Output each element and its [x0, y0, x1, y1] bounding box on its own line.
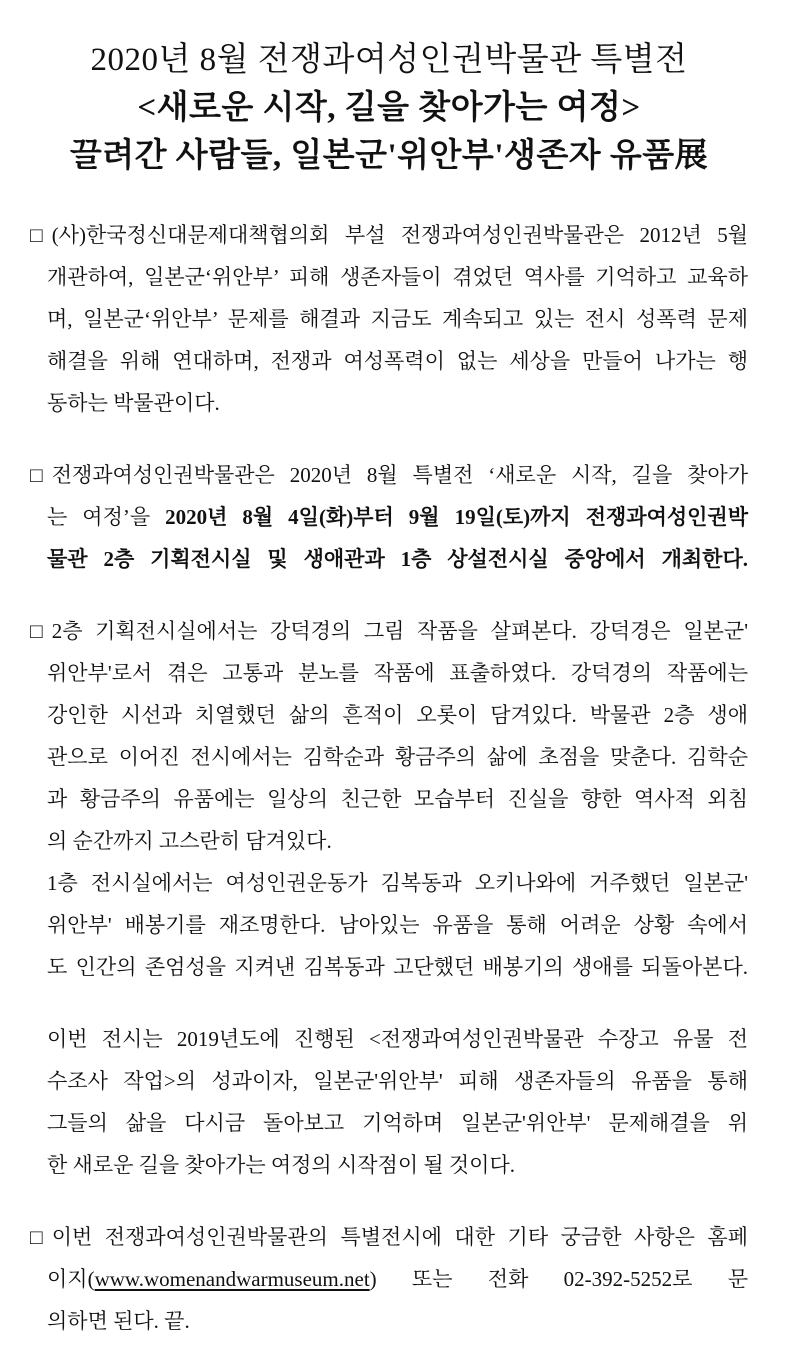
text-segment: 관으로 이어진 전시에서는 김학순과 황금주의 삶에 초점을 맞춘다. 김학순: [47, 745, 748, 769]
document-body: [30, 214, 748, 1342]
text-line: [30, 340, 748, 382]
bullet-square-icon: □: [30, 619, 43, 643]
title-line-1: 2020년 8월 전쟁과여성인권박물관 특별전: [90, 42, 688, 78]
text-line: [30, 1216, 748, 1258]
text-line: [30, 820, 748, 862]
text-segment: 위안부'로서 겪은 고통과 분노를 작품에 표출하였다. 강덕경의 작품에는: [47, 661, 748, 685]
text-segment: 며, 일본군‘위안부’ 문제를 해결과 지금도 계속되고 있는 전시 성폭력 문제: [47, 307, 748, 331]
text-segment: 해결을 위해 연대하며, 전쟁과 여성폭력이 없는 세상을 만들어 나가는 행: [47, 349, 748, 373]
text-line: [30, 1144, 748, 1186]
text-segment: 2020년 8월 4일(화)부터 9월 19일(토)까지 전쟁과여성인권박: [165, 505, 748, 529]
text-segment: 이번 전쟁과여성인권박물관의 특별전시에 대한 기타 궁금한 사항은 홈페: [51, 1225, 748, 1249]
text-line: [30, 298, 748, 340]
text-line: [30, 946, 748, 988]
text-segment: 이번 전시는 2019년도에 진행된 <전쟁과여성인권박물관 수장고 유물 전: [47, 1027, 748, 1051]
paragraph-5: [30, 1216, 748, 1342]
text-line: [30, 454, 748, 496]
text-line: [30, 256, 748, 298]
text-segment: 전쟁과여성인권박물관은 2020년 8월 특별전 ‘새로운 시작, 길을 찾아가: [51, 463, 748, 487]
text-segment: 도 인간의 존엄성을 지켜낸 김복동과 고단했던 배봉기의 생애를 되돌아본다.: [47, 955, 748, 979]
text-line: [30, 736, 748, 778]
text-segment: 그들의 삶을 다시금 돌아보고 기억하며 일본군'위안부' 문제해결을 위: [47, 1111, 748, 1135]
text-segment: 1층 전시실에서는 여성인권운동가 김복동과 오키나와에 거주했던 일본군': [47, 871, 748, 895]
text-segment: 2층 기획전시실에서는 강덕경의 그림 작품을 살펴본다. 강덕경은 일본군': [51, 619, 748, 643]
text-line: [30, 904, 748, 946]
text-line: [30, 214, 748, 256]
paragraph-1: [30, 214, 748, 424]
document-title: [30, 36, 748, 180]
text-line: [30, 778, 748, 820]
text-segment: 한 새로운 길을 찾아가는 여정의 시작점이 될 것이다.: [47, 1153, 516, 1177]
text-line: [30, 610, 748, 652]
paragraph-3: [30, 610, 748, 988]
bullet-square-icon: □: [30, 463, 43, 487]
bullet-square-icon: □: [30, 1225, 43, 1249]
text-line: [30, 1060, 748, 1102]
text-line: [30, 694, 748, 736]
text-line: [30, 538, 748, 580]
text-segment: 개관하여, 일본군‘위안부’ 피해 생존자들이 겪었던 역사를 기억하고 교육하: [47, 265, 748, 289]
text-segment: 동하는 박물관이다.: [47, 391, 220, 415]
bullet-square-icon: □: [30, 223, 43, 247]
text-segment: 이지(: [47, 1267, 95, 1291]
text-segment: 는 여정’을: [47, 505, 166, 529]
text-segment: ) 또는 전화 02-392-5252로 문: [369, 1267, 748, 1291]
text-line: [30, 652, 748, 694]
paragraph-4: [30, 1018, 748, 1186]
text-line: [30, 1018, 748, 1060]
text-line: [30, 1102, 748, 1144]
title-line-2: <새로운 시작, 길을 찾아가는 여정>: [137, 90, 641, 126]
text-segment: (사)한국정신대문제대책협의회 부설 전쟁과여성인권박물관은 2012년 5월: [51, 223, 748, 247]
title-line-3: 끌려간 사람들, 일본군'위안부'생존자 유품展: [69, 138, 709, 174]
text-segment: 의 순간까지 고스란히 담겨있다.: [47, 829, 332, 853]
text-line: [30, 496, 748, 538]
text-segment: 강인한 시선과 치열했던 삶의 흔적이 오롯이 담겨있다. 박물관 2층 생애: [47, 703, 748, 727]
text-line: [30, 382, 748, 424]
text-segment: 수조사 작업>의 성과이자, 일본군'위안부' 피해 생존자들의 유품을 통해: [47, 1069, 748, 1093]
text-line: [30, 862, 748, 904]
text-segment: 과 황금주의 유품에는 일상의 친근한 모습부터 진실을 향한 역사적 외침: [47, 787, 748, 811]
text-segment: 의하면 된다. 끝.: [47, 1309, 190, 1333]
paragraph-2: [30, 454, 748, 580]
text-line: [30, 1300, 748, 1342]
text-line: [30, 1258, 748, 1300]
website-link[interactable]: www.womenandwarmuseum.net: [94, 1267, 370, 1291]
text-segment: 위안부' 배봉기를 재조명한다. 남아있는 유품을 통해 어려운 상황 속에서: [47, 913, 748, 937]
text-segment: 물관 2층 기획전시실 및 생애관과 1층 상설전시실 중앙에서 개최한다.: [47, 547, 748, 571]
